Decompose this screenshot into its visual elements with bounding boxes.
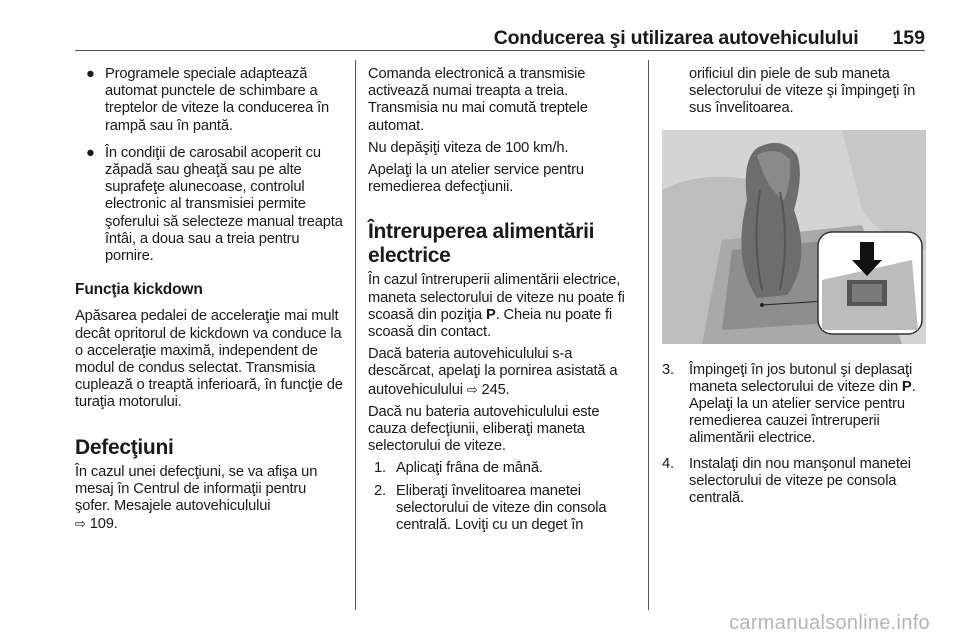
paragraph: Comanda electronică a transmisie activează numai treapta a treia. Transmisia nu mai comută treptele automat. xyxy=(368,66,588,134)
defects-heading: Defecţiuni xyxy=(75,435,174,459)
watermark: carmanualsonline.info xyxy=(729,612,930,634)
power-heading: Întreruperea alimentării electrice xyxy=(368,220,595,268)
column-3 xyxy=(662,66,930,515)
kickdown-heading: Funcţia kickdown xyxy=(75,281,203,299)
header-rule xyxy=(75,50,925,51)
jump-start-ref[interactable]: 245. xyxy=(481,381,510,398)
paragraph: Nu depăşiţi viteza de 100 km/h. xyxy=(368,139,569,156)
step-text: Instalaţi din nou manşonul manetei selectorului de viteze pe consola centrală. xyxy=(689,455,911,507)
page-header xyxy=(75,27,925,51)
chapter-title: Conducerea şi utilizarea autovehiculului xyxy=(493,27,859,49)
step-number: 3. xyxy=(662,361,674,378)
paragraph: Apelaţi la un atelier service pentru remedierea defecţiunii. xyxy=(368,162,584,196)
step-text: Aplicaţi frâna de mână. xyxy=(396,460,543,477)
gear-lever-illustration xyxy=(662,130,926,344)
step-text: Eliberaţi învelitoarea manetei selectorului de viteze din consola centrală. Loviţi cu un deget în xyxy=(396,482,607,534)
step-item xyxy=(662,362,930,448)
bullet-text: În condiţii de carosabil acoperit cu zăpadă sau gheaţă sau pe alte suprafeţe alunecoase, controlul electronic al transmisiei permite şoferului să selecteze manual treapta întâi, a doua sau a treia pentru pornire. xyxy=(105,144,343,265)
page-number: 159 xyxy=(892,27,925,49)
step-continuation: orificiul din piele de sub maneta selectorului de viteze şi împingeţi în sus învelitoarea. xyxy=(689,66,916,117)
defects-text: În cazul unei defecţiuni, se va afişa un mesaj în Centrul de informaţii pentru şofer. Mesajele autovehiculului ⇨ 109. xyxy=(75,463,318,533)
defects-ref[interactable]: 109. xyxy=(89,516,118,533)
paragraph: În cazul întreruperii alimentării electrice, maneta selectorului de viteze nu poate fi scoasă din poziţia P. Cheia nu poate fi scoasă din contact. xyxy=(368,272,625,341)
bullet-item xyxy=(75,145,345,265)
position-p: P xyxy=(901,378,912,395)
page-ref-arrow-icon[interactable]: ⇨ xyxy=(75,516,86,532)
column-1 xyxy=(75,66,345,538)
step-number: 4. xyxy=(662,455,674,472)
step-item xyxy=(368,483,636,535)
column-divider-2 xyxy=(648,60,649,610)
bullet-dot-icon: ● xyxy=(86,144,95,161)
bullet-dot-icon: ● xyxy=(86,66,95,82)
paragraph: Dacă nu bateria autovehiculului este cauza defecţiunii, eliberaţi maneta selectorului de viteze. xyxy=(368,403,600,455)
paragraph: Dacă bateria autovehiculului s-a descărcat, apelaţi la pornirea asistată a autovehiculului ⇨ 245. xyxy=(368,346,618,398)
step-item xyxy=(662,456,930,508)
column-divider-1 xyxy=(355,60,356,610)
bullet-item xyxy=(75,66,345,135)
column-2 xyxy=(368,66,636,539)
position-p: P xyxy=(486,306,496,323)
page-ref-arrow-icon[interactable]: ⇨ xyxy=(466,381,478,397)
kickdown-text: Apăsarea pedalei de acceleraţie mai mult decât opritorul de kickdown va conduce la o acceleraţie maximă, independent de modul de condus selectat. Transmisia cuplează o treaptă inferioară, în funcţie de turaţia motorului. xyxy=(75,308,343,411)
step-text: Împingeţi în jos butonul şi deplasaţi maneta selectorului de viteze din P. Apelaţi la un atelier service pentru remedierea cauzei întreruperii alimentării electrice. xyxy=(689,361,916,447)
step-item xyxy=(368,460,636,477)
bullet-text: Programele speciale adaptează automat punctele de schimbare a treptelor de viteze la conducerea în rampă sau în pantă. xyxy=(105,66,330,134)
gear-lever-drawing xyxy=(662,130,926,344)
step-number: 2. xyxy=(374,482,386,499)
step-number: 1. xyxy=(374,460,386,477)
